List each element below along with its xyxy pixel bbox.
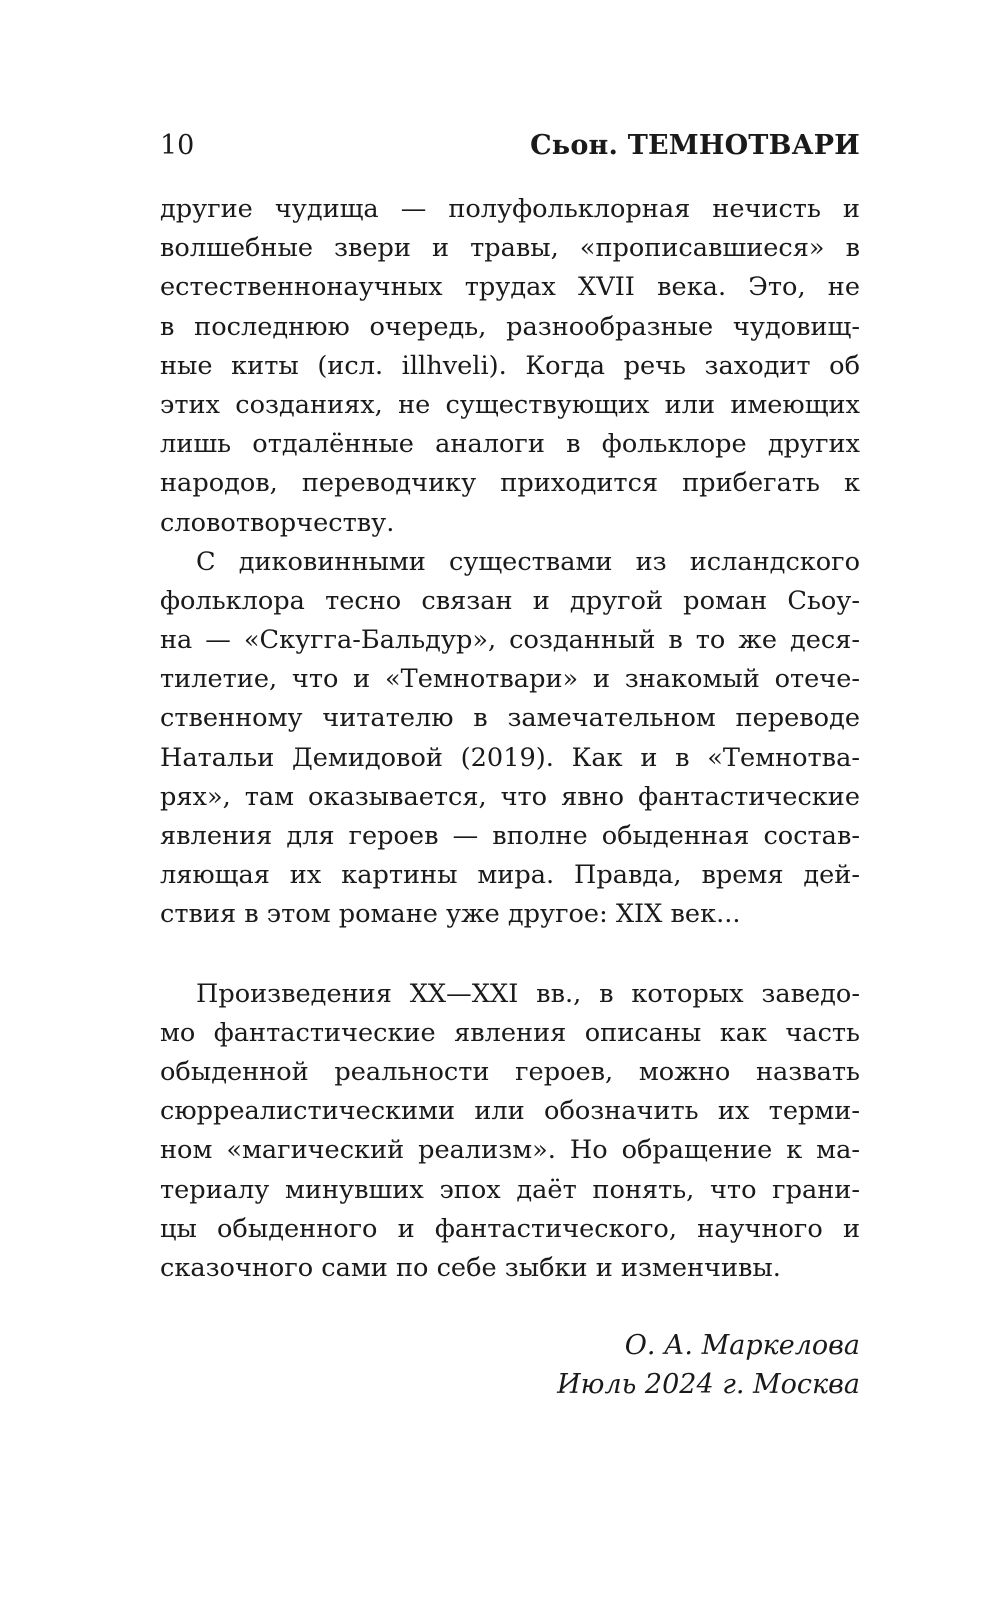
text-line: ственному читателю в замечательном переводе <box>160 703 860 734</box>
text-line: тилетие, что и «Темнотвари» и знакомый отече- <box>160 664 860 695</box>
text-line: другие чудища — полуфольклорная нечисть и <box>160 194 860 224</box>
paragraph-3 <box>160 975 860 1289</box>
text-line: рях», там оказывается, что явно фантастические <box>160 781 860 812</box>
section-break <box>160 935 860 975</box>
text-line: в последнюю очередь, разнообразные чудовищ- <box>160 311 860 342</box>
text-line: обыденной реальности героев, можно назвать <box>160 1056 860 1087</box>
text-line: С диковинными существами из исландского <box>196 546 860 577</box>
text-line: словотворчеству. <box>160 507 395 538</box>
text-line: естественнонаучных трудах XVII века. Это, не <box>160 272 860 303</box>
paragraph-1 <box>160 190 860 543</box>
signature-block <box>160 1326 860 1404</box>
signature-author: О. А. Маркелова <box>624 1330 860 1362</box>
text-line: ляющая их картины мира. Правда, время дей- <box>160 860 860 891</box>
book-page <box>160 130 860 1404</box>
signature-date-place: Июль 2024 г. Москва <box>557 1369 860 1401</box>
text-line: ном «магический реализм». Но обращение к ма- <box>160 1135 860 1166</box>
text-line: явления для героев — вполне обыденная состав- <box>160 821 860 851</box>
text-line: на — «Скугга-Бальдур», созданный в то же деся- <box>160 625 860 656</box>
text-line: ные киты (исл. illhveli). Когда речь заходит об <box>160 350 860 381</box>
text-line: народов, переводчику приходится прибегать к <box>160 468 860 499</box>
text-line: сюрреалистическими или обозначить их терми- <box>160 1096 860 1127</box>
text-line: Натальи Демидовой (2019). Как и в «Темнотва- <box>160 742 860 773</box>
text-line: лишь отдалённые аналоги в фольклоре других <box>160 429 860 460</box>
text-line: сказочного сами по себе зыбки и изменчивы. <box>160 1252 781 1283</box>
running-title: Сьон. ТЕМНОТВАРИ <box>530 130 860 161</box>
paragraph-2 <box>160 543 860 935</box>
text-line: цы обыденного и фантастического, научного и <box>160 1213 860 1244</box>
text-line: мо фантастические явления описаны как часть <box>160 1017 860 1048</box>
text-line: волшебные звери и травы, «прописавшиеся» в <box>160 233 860 264</box>
text-line: ствия в этом романе уже другое: XIX век... <box>160 899 741 930</box>
text-line: териалу минувших эпох даёт понять, что грани- <box>160 1174 860 1205</box>
page-number: 10 <box>160 130 195 161</box>
text-line: фольклора тесно связан и другой роман Сьоу- <box>160 585 860 616</box>
text-line: этих созданиях, не существующих или имеющих <box>160 389 860 420</box>
text-line: Произведения XX—XXI вв., в которых заведо- <box>196 978 860 1009</box>
running-head <box>160 130 860 180</box>
